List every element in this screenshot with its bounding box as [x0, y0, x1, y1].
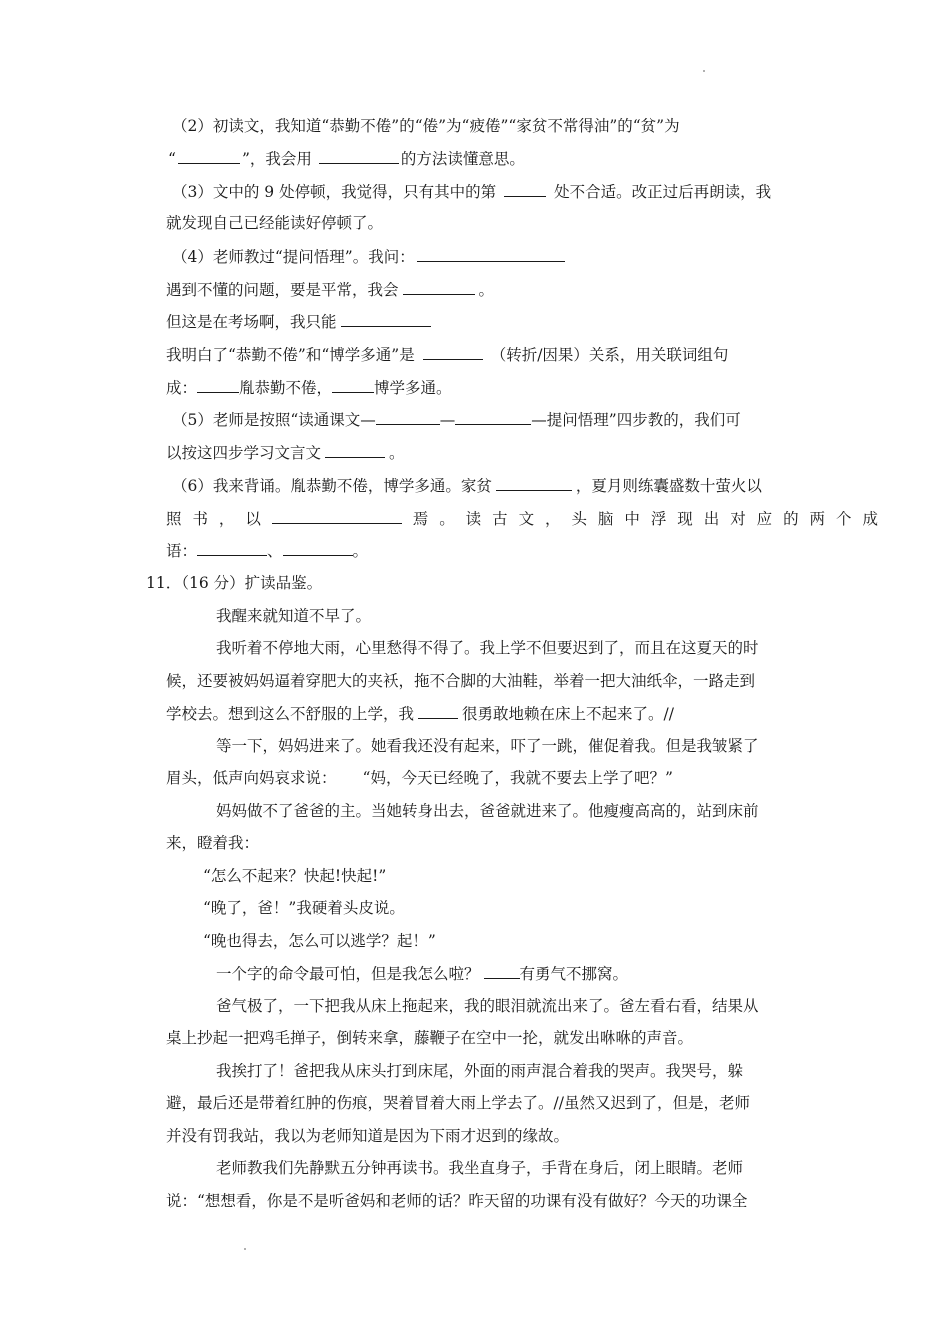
answer-blank[interactable] — [376, 408, 440, 425]
q10-p5-line1: （5）老师是按照“读通课文— — —提问悟理”四步教的，我们可 — [172, 408, 741, 431]
answer-blank[interactable] — [484, 962, 520, 979]
passage-line: 避，最后还是带着红肿的伤痕，哭着冒着大雨上学去了。//虽然又迟到了，但是，老师 — [166, 1094, 750, 1112]
q10-p3-line1: （3）文中的 9 处停顿，我觉得，只有其中的第 处不合适。改正过后再朗读，我 — [172, 180, 771, 203]
answer-blank[interactable] — [197, 539, 267, 556]
q10-p2-line2: “ ”，我会用 的方法读懂意思。 — [168, 147, 525, 170]
passage-line: 眉头，低声向妈哀求说： “妈，今天已经晚了，我就不要去上学了吧？” — [166, 769, 673, 787]
answer-blank[interactable] — [178, 147, 240, 164]
answer-blank[interactable] — [418, 702, 458, 719]
q10-p4-line3: 但这是在考场啊，我只能 — [166, 310, 435, 333]
passage-line: 学校去。想到这么不舒服的上学，我 很勇敢地赖在床上不起来了。// — [166, 702, 674, 725]
passage-line: 老师教我们先静默五分钟再读书。我坐直身子，手背在身后，闭上眼睛。老师 — [216, 1159, 744, 1177]
answer-blank[interactable] — [417, 245, 565, 262]
scan-dot — [703, 70, 705, 72]
passage-line: 候，还要被妈妈逼着穿肥大的夹袄，拖不合脚的大油鞋，举着一把大油纸伞，一路走到 — [166, 672, 756, 690]
scan-dot — [244, 1248, 246, 1250]
passage-line: “怎么不起来？快起!快起!” — [203, 867, 387, 885]
answer-blank[interactable] — [455, 408, 531, 425]
passage-line: 一个字的命令最可怕，但是我怎么啦？ 有勇气不挪窝。 — [216, 962, 628, 985]
q10-p6-line1: （6）我来背诵。胤恭勤不倦，博学多通。家贫 ，夏月则练囊盛数十萤火以 — [172, 474, 762, 497]
q10-p2-line1: （2）初读文，我知道“恭勤不倦”的“倦”为“疲倦”“家贫不常得油”的“贫”为 — [172, 117, 680, 135]
answer-blank[interactable] — [423, 343, 483, 360]
passage-line: 我挨打了！爸把我从床头打到床尾，外面的雨声混合着我的哭声。我哭号，躲 — [216, 1062, 744, 1080]
passage-line: 妈妈做不了爸爸的主。当她转身出去，爸爸就进来了。他瘦瘦高高的，站到床前 — [216, 802, 759, 820]
q10-p6-line2: 照 书 ， 以 焉 。 读 古 文 ， 头 脑 中 浮 现 出 对 应 的 两 个 成 — [166, 507, 878, 530]
q10-p4-line4: 我明白了“恭勤不倦”和“博学多通”是 （转折/因果）关系，用关联词组句 — [166, 343, 728, 366]
answer-blank[interactable] — [197, 376, 239, 393]
passage-line: 说：“想想看，你是不是听爸妈和老师的话？昨天留的功课有没有做好？今天的功课全 — [166, 1192, 748, 1210]
q10-p4-line1: （4）老师教过“提问悟理”。我问： — [172, 245, 567, 268]
answer-blank[interactable] — [283, 539, 353, 556]
passage-line: 并没有罚我站，我以为老师知道是因为下雨才迟到的缘故。 — [166, 1127, 570, 1145]
q10-p4-line5: 成： 胤恭勤不倦， 博学多通。 — [166, 376, 452, 399]
answer-blank[interactable] — [496, 474, 572, 491]
passage-line: 来，瞪着我： — [166, 834, 260, 852]
answer-blank[interactable] — [332, 376, 374, 393]
passage-line: 等一下，妈妈进来了。她看我还没有起来，吓了一跳，催促着我。但是我皱紧了 — [216, 737, 759, 755]
passage-line: 我听着不停地大雨，心里愁得不得了。我上学不但要迟到了，而且在这夏天的时 — [216, 639, 759, 657]
passage-line: “晚了，爸！”我硬着头皮说。 — [203, 899, 405, 917]
q10-p3-line2: 就发现自己已经能读好停顿了。 — [166, 214, 384, 232]
passage-line: “晚也得去，怎么可以逃学？起！” — [203, 932, 436, 950]
q10-p5-line2: 以按这四步学习文言文 。 — [166, 441, 405, 464]
q10-p6-line3: 语： 、 。 — [166, 539, 368, 562]
answer-blank[interactable] — [319, 147, 399, 164]
answer-blank[interactable] — [504, 180, 546, 197]
answer-blank[interactable] — [341, 310, 431, 327]
passage-line: 爸气极了，一下把我从床上拖起来，我的眼泪就流出来了。爸左看右看，结果从 — [216, 997, 759, 1015]
answer-blank[interactable] — [272, 507, 402, 524]
passage-line: 桌上抄起一把鸡毛掸子，倒转来拿，藤鞭子在空中一抡，就发出咻咻的声音。 — [166, 1029, 694, 1047]
q11-header: 11．（16 分）扩读品鉴。 — [146, 574, 323, 592]
answer-blank[interactable] — [403, 278, 475, 295]
q10-p4-line2: 遇到不懂的问题，要是平常，我会 。 — [166, 278, 494, 301]
answer-blank[interactable] — [325, 441, 385, 458]
passage-line: 我醒来就知道不早了。 — [216, 607, 372, 625]
